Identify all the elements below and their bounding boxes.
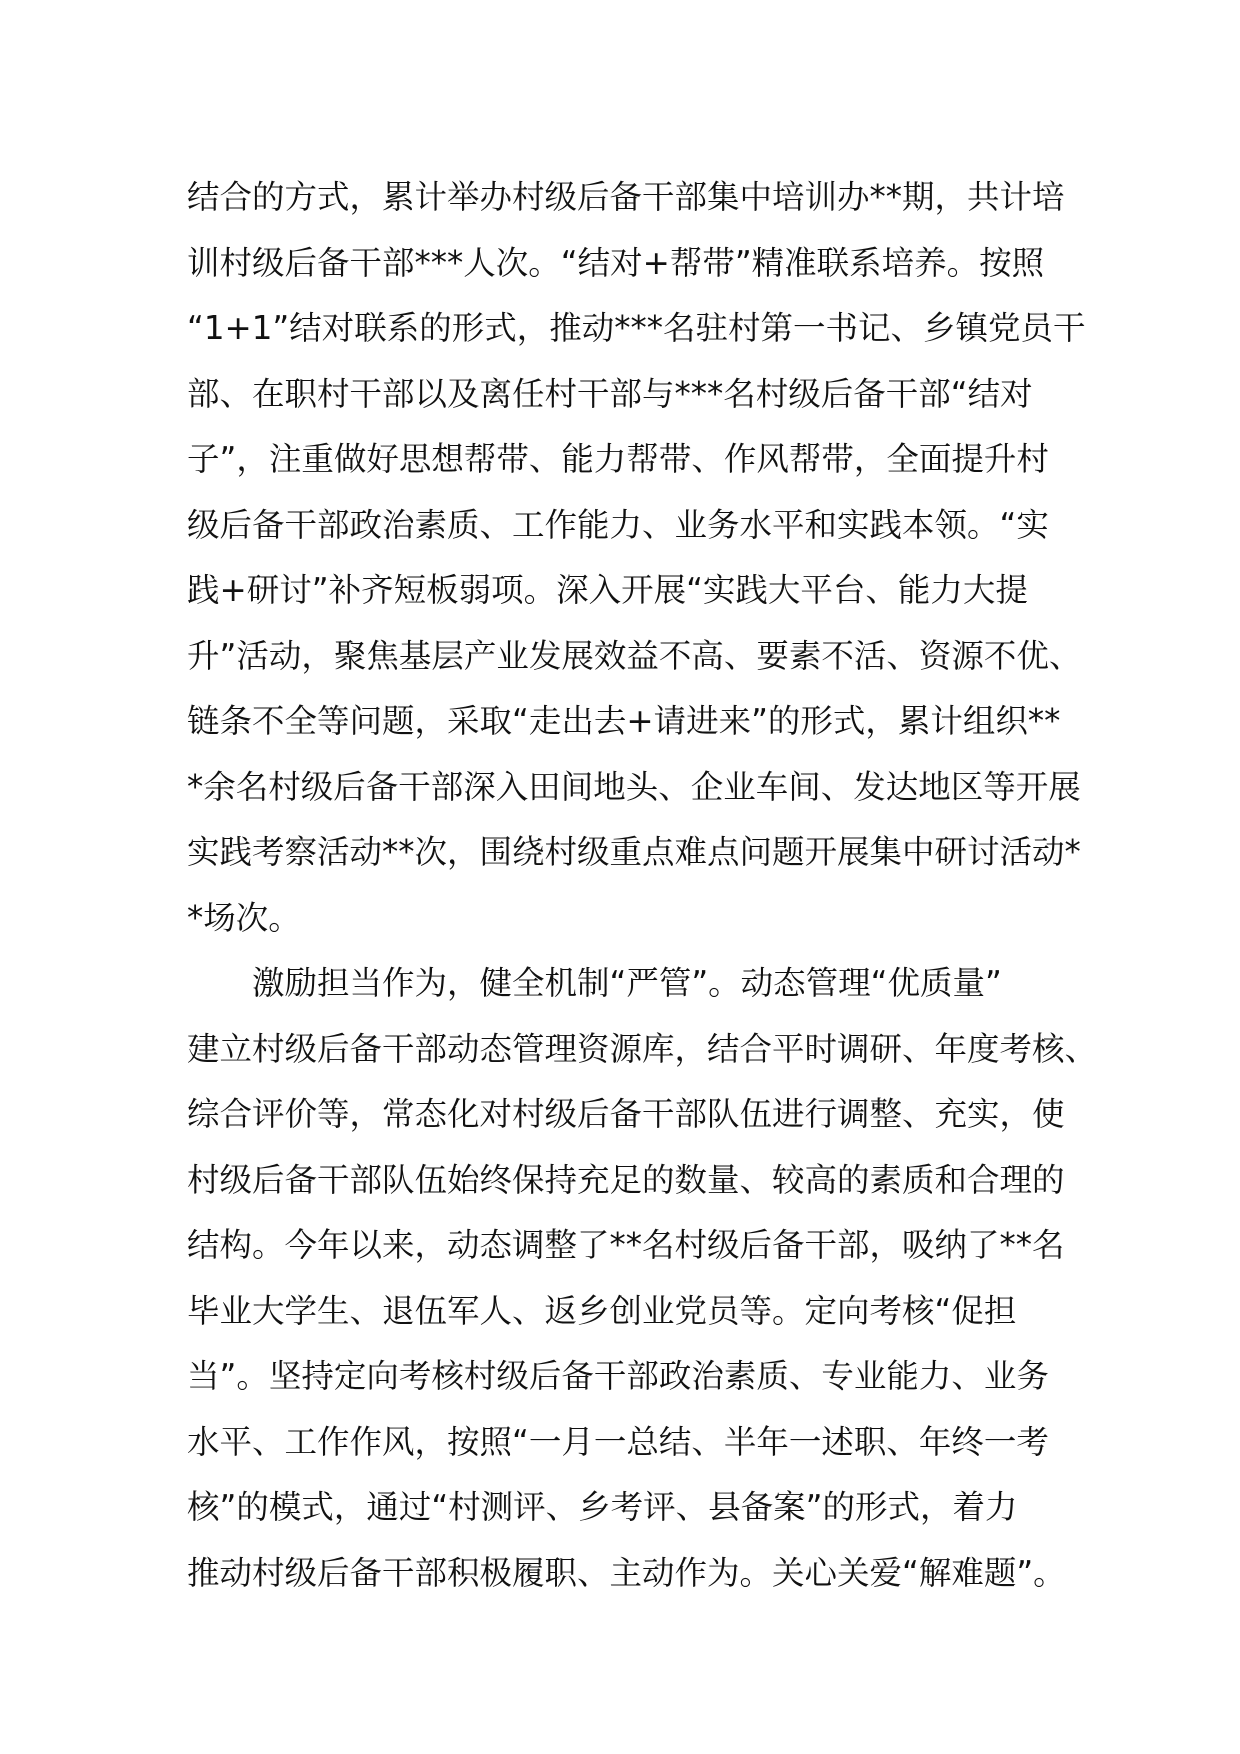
text-line: 核”的模式，通过“村测评、乡考评、县备案”的形式，着力 bbox=[187, 1488, 1018, 1526]
paragraph-2 bbox=[187, 951, 1098, 1606]
text-line: “1+1”结对联系的形式，推动***名驻村第一书记、乡镇党员干 bbox=[187, 309, 1086, 347]
text-line: 训村级后备干部***人次。“结对+帮带”精准联系培养。按照 bbox=[187, 243, 1045, 282]
text-line: 推动村级后备干部积极履职、主动作为。关心关爱“解难题”。 bbox=[187, 1553, 1066, 1592]
text-line: *场次。 bbox=[187, 898, 301, 937]
text-line: 子”，注重做好思想帮带、能力帮带、作风帮带，全面提升村 bbox=[187, 440, 1049, 478]
text-line: 结构。今年以来，动态调整了**名村级后备干部，吸纳了**名 bbox=[187, 1226, 1065, 1264]
body-text bbox=[187, 165, 1098, 1606]
text-line: 建立村级后备干部动态管理资源库，结合平时调研、年度考核、 bbox=[187, 1029, 1098, 1068]
text-line: 毕业大学生、退伍军人、返乡创业党员等。定向考核“促担 bbox=[187, 1291, 1017, 1330]
text-line: 践+研讨”补齐短板弱项。深入开展“实践大平台、能力大提 bbox=[187, 571, 1028, 609]
text-line: 综合评价等，常态化对村级后备干部队伍进行调整、充实，使 bbox=[187, 1095, 1065, 1133]
text-line: 实践考察活动**次，围绕村级重点难点问题开展集中研讨活动* bbox=[187, 833, 1081, 871]
text-line: 升”活动，聚焦基层产业发展效益不高、要素不活、资源不优、 bbox=[187, 636, 1082, 675]
text-line: 级后备干部政治素质、工作能力、业务水平和实践本领。“实 bbox=[187, 505, 1049, 544]
text-line: 水平、工作作风，按照“一月一总结、半年一述职、年终一考 bbox=[187, 1422, 1049, 1461]
text-line: 部、在职村干部以及离任村干部与***名村级后备干部“结对 bbox=[187, 374, 1033, 413]
text-line: 链条不全等问题，采取“走出去+请进来”的形式，累计组织** bbox=[187, 702, 1061, 740]
text-line: 当”。坚持定向考核村级后备干部政治素质、专业能力、业务 bbox=[187, 1357, 1049, 1395]
text-line: 村级后备干部队伍始终保持充足的数量、较高的素质和合理的 bbox=[187, 1160, 1065, 1199]
text-line: 激励担当作为，健全机制“严管”。动态管理“优质量” bbox=[252, 964, 1002, 1002]
text-line: *余名村级后备干部深入田间地头、企业车间、发达地区等开展 bbox=[187, 767, 1081, 806]
text-line: 结合的方式，累计举办村级后备干部集中培训办**期，共计培 bbox=[187, 178, 1065, 216]
paragraph-1 bbox=[187, 165, 1086, 951]
